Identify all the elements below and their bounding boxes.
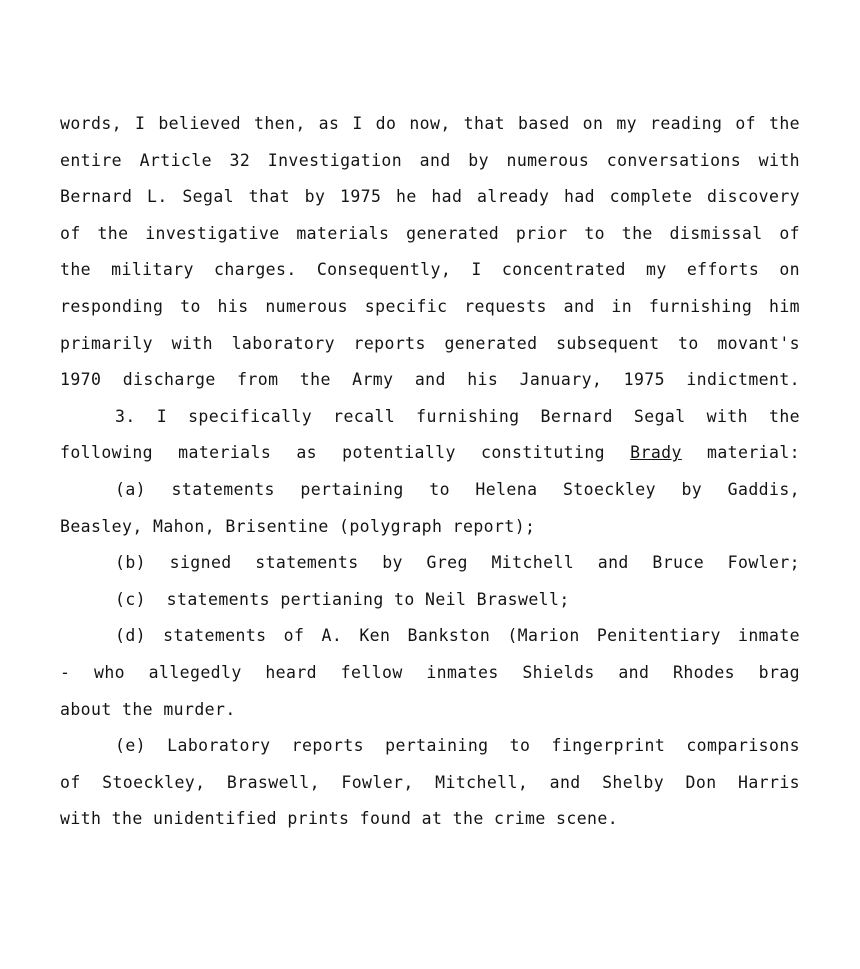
text-segment: following materials as potentially constituting [60,443,631,463]
text-line: primarily with laboratory reports generated subsequent to movant's [60,333,800,353]
text-line: responding to his numerous specific requests and in furnishing him [60,296,800,316]
document-body [60,106,800,838]
list-item-a: (a) statements pertaining to Helena Stoeckley by Gaddis, [115,479,800,499]
list-item-c: (c) statements pertianing to Neil Braswell; [115,589,570,609]
list-item-d: (d) statements of A. Ken Bankston (Marion Penitentiary inmate [115,626,800,646]
text-line: the military charges. Consequently, I concentrated my efforts on [60,260,800,280]
text-line: words, I believed then, as I do now, that based on my reading of the [60,114,800,133]
text-segment: material: [681,443,800,463]
list-item-d-continued: - who allegedly heard fellow inmates Shields and Rhodes brag [60,662,800,682]
list-item-e-continued: of Stoeckley, Braswell, Fowler, Mitchell, and Shelby Don Harris [60,772,800,792]
text-line: entire Article 32 Investigation and by numerous conversations with [60,150,800,170]
text-line: of the investigative materials generated prior to the dismissal of [60,223,800,243]
paragraph-3-line: 3. I specifically recall furnishing Bernard Segal with the [115,406,800,426]
list-item-a-continued: Beasley, Mahon, Brisentine (polygraph report); [60,516,536,536]
list-item-d-continued: about the murder. [60,699,236,719]
list-item-e: (e) Laboratory reports pertaining to fingerprint comparisons [115,736,800,756]
list-item-e-continued: with the unidentified prints found at the crime scene. [60,809,619,829]
list-item-b: (b) signed statements by Greg Mitchell and Bruce Fowler; [115,553,800,573]
brady-reference: Brady [630,443,682,463]
paragraph-3-line [60,435,800,472]
text-line: Bernard L. Segal that by 1975 he had already had complete discovery [60,187,800,207]
text-line: 1970 discharge from the Army and his January, 1975 indictment. [60,370,800,390]
